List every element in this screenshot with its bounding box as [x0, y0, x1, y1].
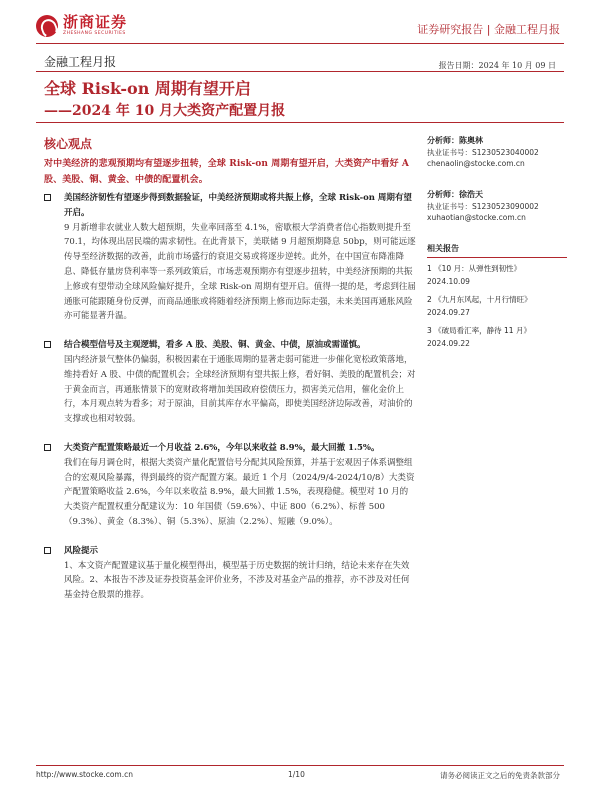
- sidebar: [427, 135, 567, 351]
- title-divider: [36, 71, 564, 72]
- related-report-item[interactable]: [427, 263, 567, 289]
- report-subtitle: ——2024 年 10 月大类资产配置月报: [44, 103, 286, 119]
- related-report-title[interactable]: 2 《九月东风起，十月行情旺》: [427, 295, 532, 304]
- risk-warning-body: 1、本文资产配置建议基于量化模型得出，模型基于历史数据的统计归纳，结论未来存在失效风险。2、本报告不涉及证券投资基金评价业务，不涉及对基金产品的推荐，亦不涉及对任何基金持仓股票的推荐。: [64, 560, 410, 601]
- risk-warning: [44, 544, 416, 603]
- analyst-card: [427, 189, 567, 223]
- report-category: 金融工程月报: [44, 55, 117, 69]
- key-point-heading: 结合模型信号及主观逻辑，看多 A 股、美股、铜、黄金、中债，原油或需谨慎。: [64, 340, 366, 351]
- key-point-body: 国内经济景气整体仍偏弱，积极因素在于通胀周期的显著走弱可能进一步催化宽松政策落地，维持看好 A 股、中债的配置机会；全球经济预期有望共振上修，看好铜、美股的配置机会；对于黄金而言，再通胀情景下的宽财政将增加美国政府偿债压力，损害美元信用，催化金价上行，本月观点转为看多；对于原油，目前其库存水平偏高，即使美国经济边际改善，对油价的支撑或也相对较弱。: [64, 354, 416, 425]
- core-view-heading: 核心观点: [44, 137, 93, 151]
- analyst-license: 执业证书号：S1230523090002: [427, 202, 539, 211]
- analyst-name: 分析师：陈奥林: [427, 136, 483, 145]
- key-points-list: [44, 191, 416, 603]
- related-report-item[interactable]: [427, 325, 567, 351]
- key-point-heading: 大类资产配置策略最近一个月收益 2.6%，今年以来收益 8.9%，最大回撤 1.5%。: [64, 442, 380, 453]
- page-number: 1/10: [288, 770, 305, 779]
- key-point: [44, 441, 416, 530]
- logo-name-en: ZHESHANG SECURITIES: [63, 31, 126, 37]
- subtitle-divider: [36, 122, 564, 123]
- checkbox-bullet-icon: [44, 547, 51, 554]
- related-report-item[interactable]: [427, 294, 567, 320]
- logo-name-cn: 浙商证券: [63, 13, 128, 32]
- analyst-email[interactable]: xuhaotian@stocke.com.cn: [427, 213, 526, 222]
- key-point: [44, 191, 416, 324]
- checkbox-bullet-icon: [44, 341, 51, 348]
- footer-disclaimer: 请务必阅读正文之后的免责条款部分: [440, 771, 560, 780]
- footer-divider: [36, 765, 564, 766]
- key-point-body: 我们在每月调仓时，根据大类资产量化配置信号分配其风险预算，并基于宏观因子体系调整组合的宏观风险暴露，得到最终的资产配置方案。最近 1 个月（2024/9/4-2024/10/8）大类资产配置策略收益 2.6%，今年以来收益 8.9%，最大回撤 1.5%，表现稳健。模型对 10 月的大类资产配置权重分配建议为：10 年国债（59.6%）、中证 800（6.2%）、标普 500（9.3%）、黄金（8.3%）、铜（5.3%）、原油（2.2%）、短融（9.0%）。: [64, 457, 415, 527]
- analyst-card: [427, 135, 567, 169]
- core-view-summary: 对中美经济的悲观预期均有望逐步扭转，全球 Risk-on 周期有望开启，大类资产中看好 A 股、美股、铜、黄金、中债的配置机会。: [44, 159, 410, 185]
- report-date: 报告日期：2024 年 10 月 09 日: [438, 61, 556, 70]
- checkbox-bullet-icon: [44, 444, 51, 451]
- report-title: 全球 Risk-on 周期有望开启: [44, 79, 251, 98]
- analyst-name: 分析师：徐浩天: [427, 190, 483, 199]
- company-logo: [36, 15, 127, 37]
- related-reports-heading: 相关报告: [427, 243, 567, 258]
- analyst-license: 执业证书号：S1230523040002: [427, 148, 539, 157]
- related-report-date: 2024.09.22: [427, 339, 470, 348]
- footer-url[interactable]: http://www.stocke.com.cn: [36, 770, 133, 779]
- report-type-label: 证券研究报告 | 金融工程月报: [417, 23, 560, 36]
- key-point: [44, 338, 416, 427]
- header-divider: [36, 43, 564, 44]
- related-report-date: 2024.10.09: [427, 277, 470, 286]
- key-point-heading: 美国经济韧性有望逐步得到数据验证，中美经济预期或将共振上修，全球 Risk-on 周期有望开启。: [64, 193, 412, 218]
- risk-warning-heading: 风险提示: [64, 545, 99, 556]
- logo-mark-icon: [36, 15, 58, 37]
- analyst-email[interactable]: chenaolin@stocke.com.cn: [427, 159, 525, 168]
- related-report-title[interactable]: 1 《10 月：从弹性到韧性》: [427, 264, 522, 273]
- checkbox-bullet-icon: [44, 194, 51, 201]
- related-report-date: 2024.09.27: [427, 308, 470, 317]
- related-report-title[interactable]: 3 《破局看汇率，静待 11 月》: [427, 326, 531, 335]
- key-point-body: 9 月新增非农就业人数大超预期，失业率回落至 4.1%，密歇根大学消费者信心指数则提升至 70.1，均体现出居民端的需求韧性。在此背景下，美联储 9 月超预期降息 50bp，则可能远逐传导至经济数据的改善，此前市场盛行的衰退交易或将逐步逆转。此外，在中国宣布降准降息、降低存量房贷利率等一系列政策后，市场悲观预期亦有望逐步扭转，中美经济预期的共振上修或有望带动全球风险偏好提升，全球 Risk-on 周期有望开启。值得一提的是，考虑到往届通胀可能跟随身份反弹，而商品通胀或将随着经济预期上修而边际走强，未来美国再通胀风险亦可能显著升温。: [64, 222, 416, 322]
